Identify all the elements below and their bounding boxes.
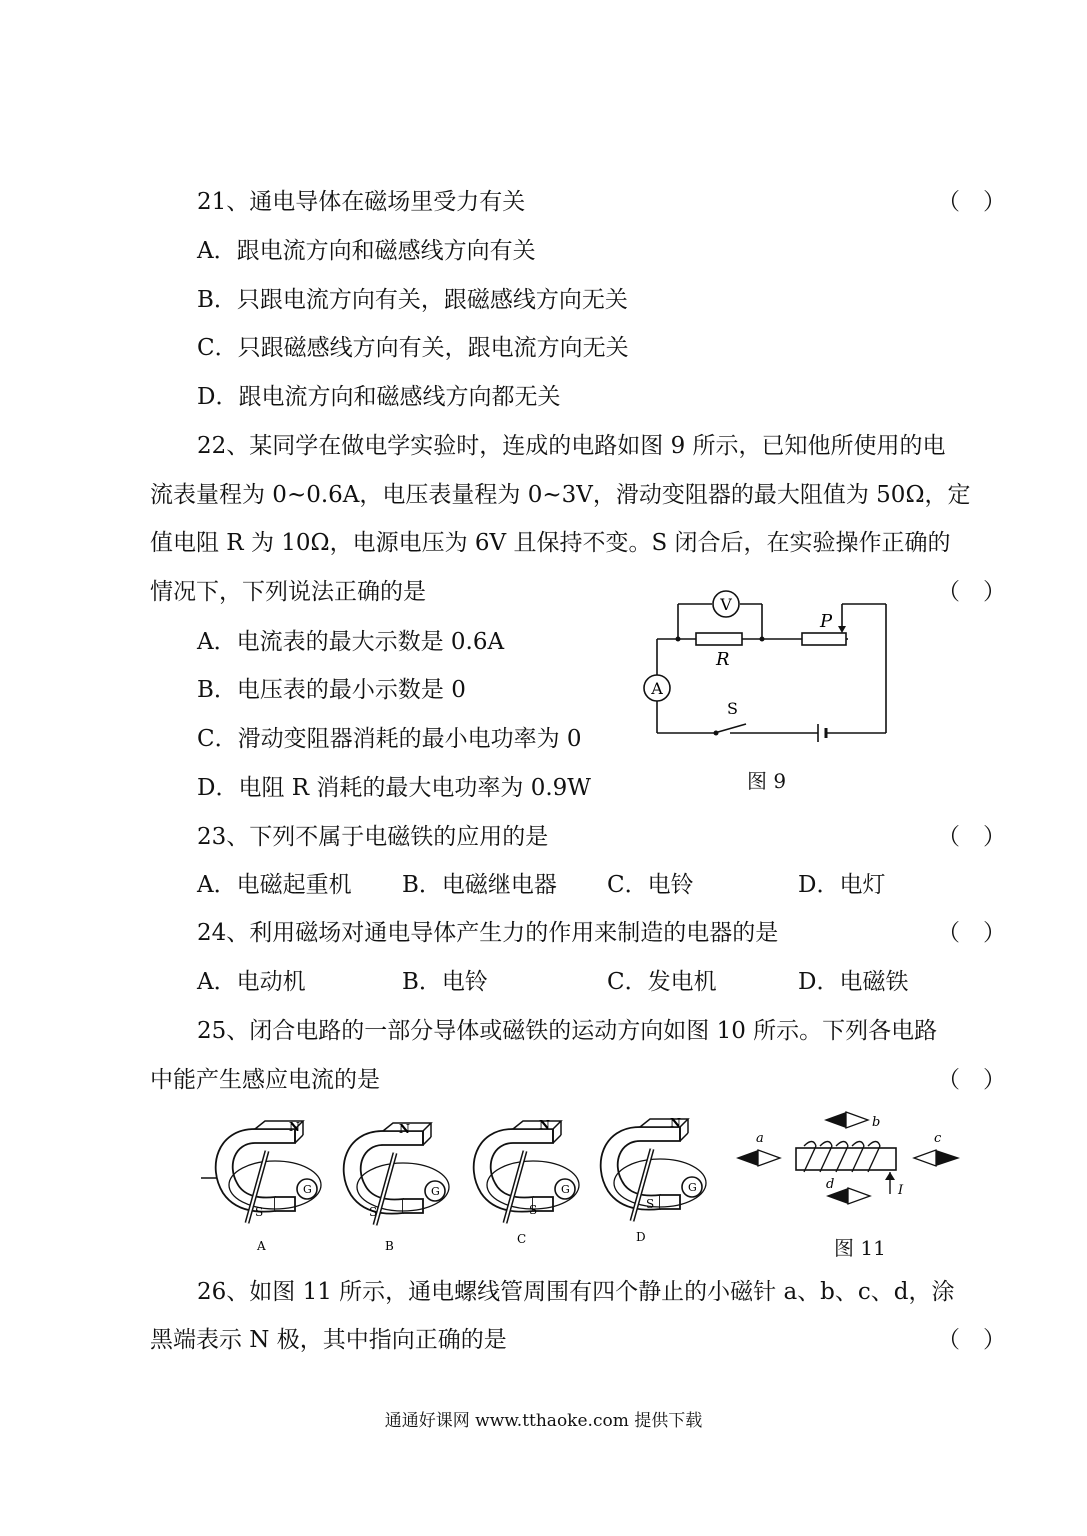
needle-b-label: b bbox=[872, 1115, 881, 1130]
q21-answer-paren: （ ） bbox=[937, 189, 1006, 215]
fig9-caption: 图 9 bbox=[747, 769, 787, 793]
switch-label: S bbox=[727, 699, 738, 718]
solenoid-figure-11 bbox=[730, 1110, 970, 1220]
q22-option-c: C．滑动变阻器消耗的最小电功率为 0 bbox=[197, 726, 582, 752]
panel-b bbox=[344, 1122, 449, 1253]
q26-stem-line-2: 黑端表示 N 极，其中指向正确的是 bbox=[150, 1327, 507, 1353]
needle-c-icon bbox=[914, 1150, 960, 1166]
q26-stem-line-1: 26、如图 11 所示，通电螺线管周围有四个静止的小磁针 a、b、c、d，涂 bbox=[197, 1279, 955, 1305]
north-label-b: N bbox=[399, 1122, 410, 1136]
galvanometer-label-a: G bbox=[303, 1183, 312, 1196]
q21-option-a: A．跟电流方向和磁感线方向有关 bbox=[197, 238, 536, 264]
q23-stem: 23、下列不属于电磁铁的应用的是 bbox=[197, 824, 549, 850]
galvanometer-label-c: G bbox=[561, 1183, 570, 1196]
q24-option-a: A．电动机 bbox=[197, 969, 306, 995]
north-label-a: N bbox=[289, 1120, 300, 1134]
q23-option-d: D．电灯 bbox=[798, 872, 886, 898]
q25-stem-line-2: 中能产生感应电流的是 bbox=[150, 1067, 380, 1093]
q22-answer-paren: （ ） bbox=[937, 579, 1006, 605]
resistor-r bbox=[696, 633, 742, 645]
q25-answer-paren: （ ） bbox=[937, 1067, 1006, 1093]
slider-label: P bbox=[820, 611, 833, 632]
needle-a-label: a bbox=[756, 1131, 764, 1146]
q23-answer-paren: （ ） bbox=[937, 824, 1006, 850]
panel-label-d: D bbox=[636, 1230, 646, 1244]
needle-a-icon bbox=[736, 1150, 780, 1166]
ammeter-label: A bbox=[651, 679, 663, 698]
q24-answer-paren: （ ） bbox=[937, 920, 1006, 946]
q22-option-a: A．电流表的最大示数是 0.6A bbox=[197, 629, 505, 655]
fig11-caption: 图 11 bbox=[834, 1236, 886, 1260]
q24-stem: 24、利用磁场对通电导体产生力的作用来制造的电器的是 bbox=[197, 920, 779, 946]
south-label-d: S bbox=[646, 1197, 655, 1211]
north-label-c: N bbox=[539, 1118, 550, 1132]
q21-option-d: D．跟电流方向和磁感线方向都无关 bbox=[197, 384, 561, 410]
south-label-a: S bbox=[255, 1205, 264, 1219]
q25-stem-line-1: 25、闭合电路的一部分导体或磁铁的运动方向如图 10 所示。下列各电路 bbox=[197, 1018, 938, 1044]
q24-option-c: C．发电机 bbox=[607, 969, 717, 995]
resistor-label: R bbox=[716, 649, 730, 670]
q23-option-a: A．电磁起重机 bbox=[197, 872, 352, 898]
q22-option-b: B．电压表的最小示数是 0 bbox=[197, 677, 466, 703]
needle-c-label: c bbox=[934, 1131, 942, 1146]
panel-label-b: B bbox=[385, 1239, 394, 1253]
induction-figure-10 bbox=[195, 1115, 715, 1260]
panel-a bbox=[201, 1120, 321, 1253]
panel-c bbox=[474, 1118, 579, 1246]
q22-option-d: D．电阻 R 消耗的最大电功率为 0.9W bbox=[197, 775, 591, 801]
q21-option-b: B．只跟电流方向有关，跟磁感线方向无关 bbox=[197, 287, 628, 313]
page-footer: 通通好课网 www.tthaoke.com 提供下载 bbox=[384, 1411, 703, 1431]
q22-stem-line-2: 流表量程为 0~0.6A，电压表量程为 0~3V，滑动变阻器的最大阻值为 50Ω，定 bbox=[150, 482, 971, 508]
q22-stem-line-4: 情况下，下列说法正确的是 bbox=[150, 579, 426, 605]
q24-option-d: D．电磁铁 bbox=[798, 969, 909, 995]
panel-label-c: C bbox=[517, 1232, 527, 1246]
q26-answer-paren: （ ） bbox=[937, 1327, 1006, 1353]
rheostat bbox=[802, 633, 846, 645]
panel-d bbox=[601, 1116, 706, 1244]
q22-stem-line-1: 22、某同学在做电学实验时，连成的电路如图 9 所示，已知他所使用的电 bbox=[197, 433, 946, 459]
voltmeter-label: V bbox=[720, 595, 732, 614]
q23-option-c: C．电铃 bbox=[607, 872, 694, 898]
q23-option-b: B．电磁继电器 bbox=[402, 872, 557, 898]
panel-label-a: A bbox=[257, 1239, 266, 1253]
q21-option-c: C．只跟磁感线方向有关，跟电流方向无关 bbox=[197, 335, 629, 361]
q22-stem-line-3: 值电阻 R 为 10Ω，电源电压为 6V 且保持不变。S 闭合后，在实验操作正确的 bbox=[150, 530, 951, 556]
galvanometer-label-d: G bbox=[688, 1181, 697, 1194]
north-label-d: N bbox=[670, 1116, 681, 1130]
q24-option-b: B．电铃 bbox=[402, 969, 488, 995]
galvanometer-label-b: G bbox=[431, 1185, 440, 1198]
south-label-b: S bbox=[369, 1205, 378, 1219]
q21-stem: 21、通电导体在磁场里受力有关 bbox=[197, 189, 526, 215]
south-label-c: S bbox=[529, 1203, 538, 1217]
needle-d-label: d bbox=[826, 1177, 835, 1192]
current-label: I bbox=[898, 1183, 904, 1198]
needle-b-icon bbox=[824, 1112, 868, 1128]
